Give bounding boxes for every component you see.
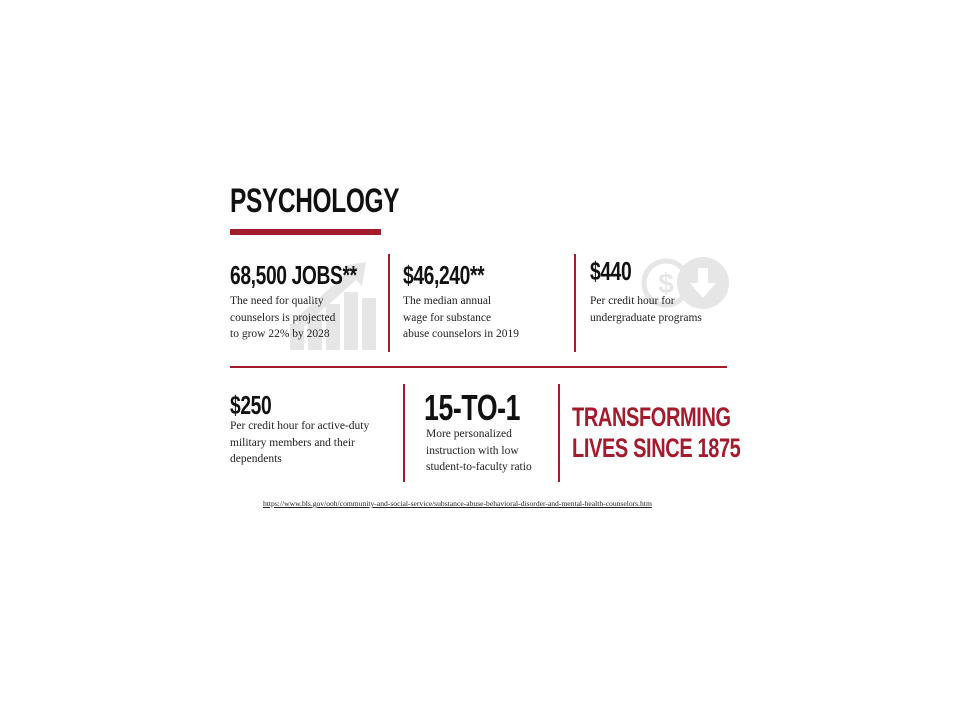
column-divider	[558, 384, 560, 482]
stat-jobs-value: 68,500 JOBS**	[230, 260, 357, 290]
column-divider	[574, 254, 576, 352]
column-divider	[403, 384, 405, 482]
title-underline	[230, 229, 381, 235]
stat-ratio-value: 15-TO-1	[424, 387, 521, 428]
row-divider	[230, 366, 727, 368]
stat-undergrad-value: $440	[590, 256, 632, 286]
stat-jobs-description: The need for quality counselors is projected to grow 22% by 2028	[230, 295, 336, 340]
stat-wage-value: $46,240**	[403, 260, 485, 290]
stat-military-description: Per credit hour for active-duty military members and their dependents	[230, 420, 370, 465]
stat-ratio-description: More personalized instruction with low student-to-faculty ratio	[426, 428, 532, 473]
stat-military-value: $250	[230, 390, 272, 420]
stat-undergrad-description: Per credit hour for undergraduate programs	[590, 295, 702, 324]
page-title: PSYCHOLOGY	[230, 182, 400, 220]
svg-text:$: $	[658, 268, 674, 299]
source-link[interactable]: https://www.bls.gov/ooh/community-and-social-service/substance-abuse-behavioral-disorder-and-mental-health-counselors.htm	[263, 499, 652, 508]
column-divider	[388, 254, 390, 352]
tagline: TRANSFORMING LIVES SINCE 1875	[572, 402, 741, 463]
stat-wage-description: The median annual wage for substance abuse counselors in 2019	[403, 295, 519, 340]
